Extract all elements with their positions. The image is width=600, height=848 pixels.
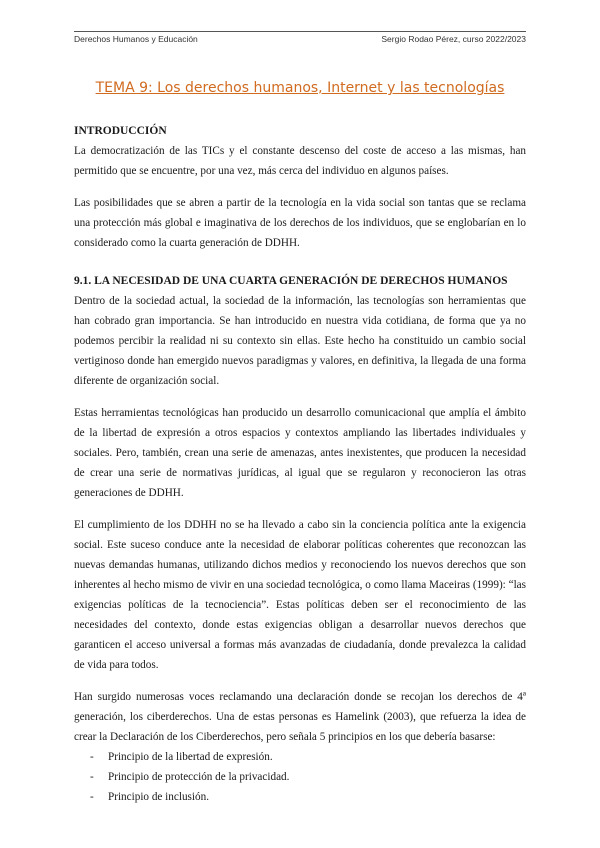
principles-list bbox=[74, 747, 526, 807]
section-paragraph: El cumplimiento de los DDHH no se ha llevado a cabo sin la conciencia política ante la exigencia social. Este suceso conduce ante la necesidad de elaborar políticas coherentes que reconozcan las nuevas demandas humanas, utilizando dichos medios y reconociendo los nuevos derechos que son inherentes al hecho mismo de vivir en una sociedad tecnológica, o como llama Maceiras (1999): “las exigencias políticas de la tecnociencia”. Estas políticas deben ser el reconocimiento de las necesidades del contexto, donde estas exigencias obligan a desarrollar nuevos derechos que garanticen el acceso universal a formas más avanzadas de ciudadanía, donde prevalezca la calidad de vida para todos. bbox=[74, 519, 526, 671]
section-paragraph: Han surgido numerosas voces reclamando una declaración donde se recojan los derechos de 4ª generación, los ciberderechos. Una de estas personas es Hamelink (2003), que refuerza la idea de crear la Declaración de los Ciberderechos, pero señala 5 principios en los que debería basarse: bbox=[74, 691, 526, 743]
principle-text: Principio de inclusión. bbox=[108, 791, 209, 803]
principle-text: Principio de la libertad de expresión. bbox=[108, 751, 273, 763]
section-paragraph: Dentro de la sociedad actual, la sociedad de la información, las tecnologías son herramientas que han cobrado gran importancia. Se han introducido en nuestra vida cotidiana, de forma que ya no podemos percibir la realidad ni su contexto sin ellas. Este hecho ha constituido un cambio social vertiginoso donde han emergido nuevos paradigmas y valores, en definitiva, la llegada de una forma diferente de organización social. bbox=[74, 295, 526, 387]
header-author: Sergio Rodao Pérez, curso 2022/2023 bbox=[381, 34, 526, 44]
header-course: Derechos Humanos y Educación bbox=[74, 34, 198, 44]
intro-paragraph: Las posibilidades que se abren a partir de la tecnología en la vida social son tantas que se reclama una protección más global e imaginativa de los derechos de los individuos, que se englobarían en lo considerado como la cuarta generación de DDHH. bbox=[74, 197, 526, 249]
section-paragraph: Estas herramientas tecnológicas han producido un desarrollo comunicacional que amplía el ámbito de la libertad de expresión a otros espacios y contextos ampliando las libertades individuales y sociales. Pero, también, crean una serie de amenazas, antes inexistentes, que producen la necesidad de crear una serie de normativas jurídicas, al igual que se regularon y reconocieron las otras generaciones de DDHH. bbox=[74, 407, 526, 499]
list-item: - Principio de la libertad de expresión. bbox=[90, 751, 273, 763]
intro-heading: INTRODUCCIÓN bbox=[74, 125, 167, 137]
page-header bbox=[74, 31, 526, 44]
section-heading: 9.1. LA NECESIDAD DE UNA CUARTA GENERACIÓN DE DERECHOS HUMANOS bbox=[74, 275, 508, 287]
list-item: - Principio de inclusión. bbox=[90, 791, 209, 803]
principle-text: Principio de protección de la privacidad. bbox=[108, 771, 290, 783]
intro-paragraph: La democratización de las TICs y el constante descenso del coste de acceso a las mismas, han permitido que se encuentre, por una vez, más cerca del individuo en algunos países. bbox=[74, 145, 526, 177]
document-title: TEMA 9: Los derechos humanos, Internet y las tecnologías bbox=[95, 80, 505, 96]
list-item: - Principio de protección de la privacidad. bbox=[90, 771, 290, 783]
document-body bbox=[74, 121, 526, 807]
